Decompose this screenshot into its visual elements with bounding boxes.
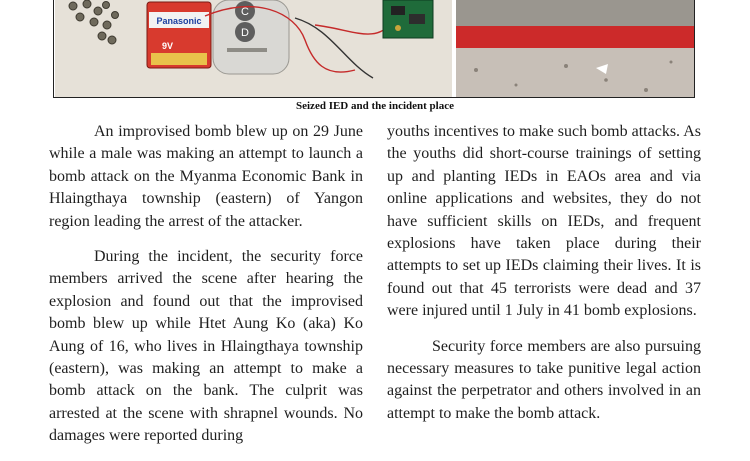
seized-ied-photo [55, 0, 452, 97]
figure-photos [53, 0, 695, 98]
battery-model: 9V [162, 41, 174, 51]
paragraph-incident: During the incident, the security force members arrived the scene after hearing the explosion and found out that the improvised bomb blew up while Htet Aung Ko (aka) Ko Aung of 16, who lives in Hlaingthaya township (eastern), was making an attempt to make a bomb attack on the bank. The culprit was arrested at the scene with shrapnel wounds. No damages were reported during [49, 248, 363, 445]
article-left-column [49, 121, 363, 461]
battery-9v [147, 2, 211, 68]
battery-brand: Panasonic [156, 16, 202, 26]
incident-place-photo [456, 0, 694, 97]
paragraph-security-measures: Security force members are also pursuing necessary measures to take punitive legal action against the perpetrator and others involved in an attempt to make the bomb attack. [387, 337, 701, 422]
remote-button-c: C [241, 6, 249, 18]
circuit-board [383, 0, 433, 38]
remote-button-d: D [241, 27, 249, 39]
figure-caption: Seized IED and the incident place [296, 100, 454, 112]
paragraph-youths-incentives: youths incentives to make such bomb attacks. As the youths did short-course trainings of setting up and planting IEDs in EAOs area and via online applications and websites, they do not have sufficient skills on IEDs, and frequent explosions have taken place during their attempts to set up IEDs claiming their lives. It is found out that 45 terrorists were dead and 37 were injured until 1 July in 41 bomb explosions. [387, 123, 701, 320]
paragraph-bomb-blew-up: An improvised bomb blew up on 29 June while a male was making an attempt to launch a bomb attack on the Myanma Economic Bank in Hlaingthaya township (eastern) of Yangon region leading the arrest of the attacker. [49, 123, 363, 230]
remote-control [213, 0, 289, 74]
incident-place-illustration [456, 0, 694, 97]
seized-ied-illustration [55, 0, 452, 97]
article-right-column [387, 121, 701, 438]
